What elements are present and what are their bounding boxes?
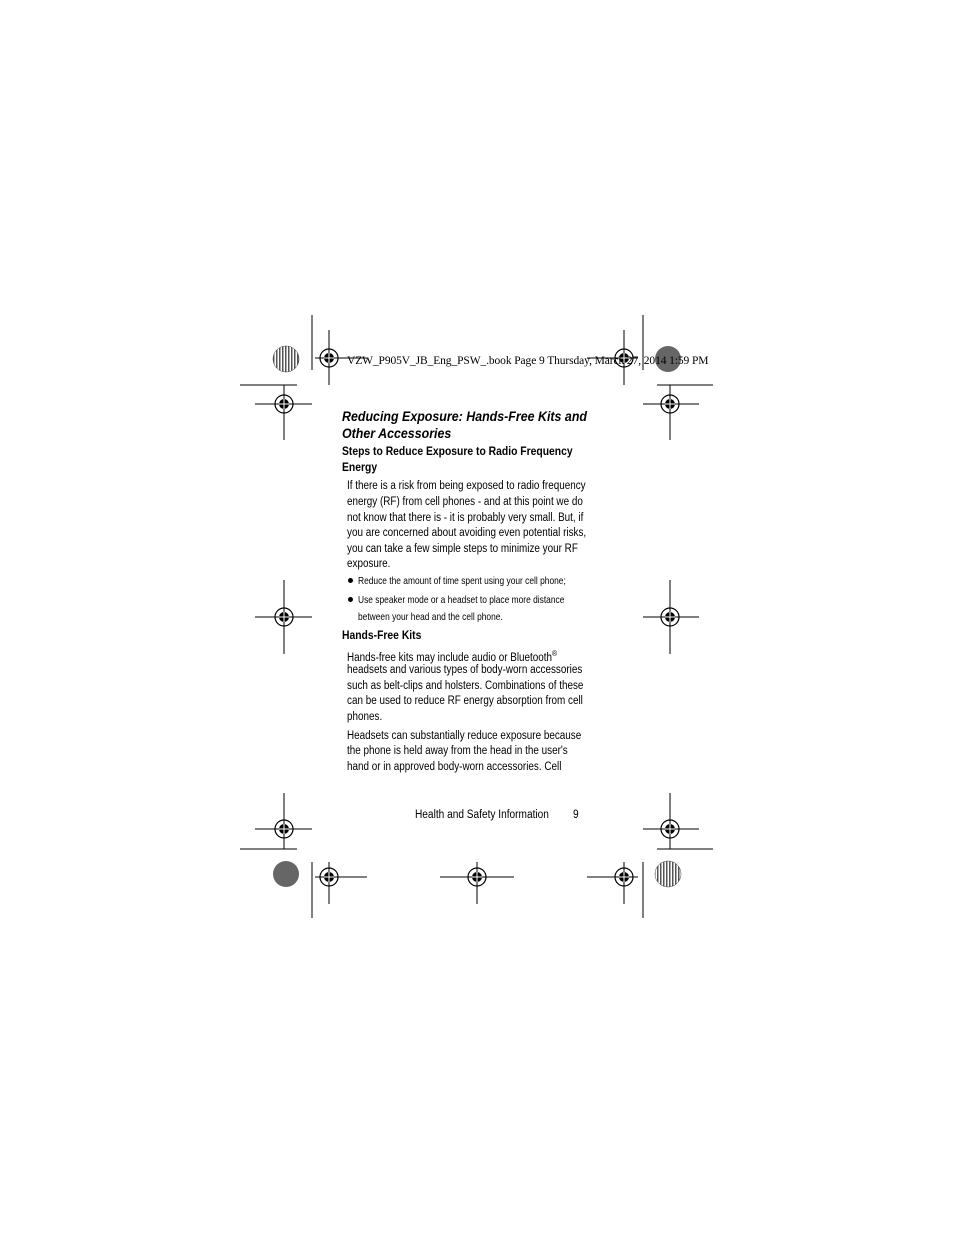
handsfree-body-line: can be used to reduce RF energy absorption from cell: [347, 695, 583, 707]
bullet-icon: [348, 597, 353, 602]
steps-body-line: energy (RF) from cell phones - and at this point we do: [347, 496, 583, 508]
section-title-line-2: Other Accessories: [342, 426, 452, 441]
steps-body-line: you can take a few simple steps to minimize your RF: [347, 543, 578, 555]
steps-body-line: exposure.: [347, 558, 391, 570]
steps-heading-line-2: Energy: [342, 462, 378, 474]
print-slug-header: VZW_P905V_JB_Eng_PSW_.book Page 9 Thursday, March 27, 2014 1:59 PM: [347, 355, 709, 367]
handsfree-heading: Hands-Free Kits: [342, 630, 422, 642]
handsfree-body-text: Hands-free kits may include audio or Bluetooth: [347, 651, 553, 664]
section-title-line-1: Reducing Exposure: Hands-Free Kits and: [342, 409, 587, 424]
bullet-item-1: Reduce the amount of time spent using your cell phone;: [358, 575, 566, 587]
steps-body-line: you are concerned about avoiding even potential risks,: [347, 527, 587, 539]
footer-section-title: Health and Safety Information: [415, 809, 549, 821]
bullet-item-2-line-2: between your head and the cell phone.: [358, 611, 503, 623]
steps-body-line: not know that there is - it is probably very small. But, if: [347, 512, 584, 524]
handsfree-body-line: headsets and various types of body-worn accessories: [347, 664, 583, 676]
handsfree-body-line: [347, 649, 557, 664]
steps-heading-line-1: Steps to Reduce Exposure to Radio Frequency: [342, 446, 573, 458]
handsfree-body-line: phones.: [347, 711, 383, 723]
footer-page-number: 9: [573, 809, 579, 821]
bullet-item-2-line-1: Use speaker mode or a headset to place more distance: [358, 594, 565, 606]
headsets-body-line: the phone is held away from the head in the user's: [347, 745, 568, 757]
handsfree-body-line: such as belt-clips and holsters. Combinations of these: [347, 680, 584, 692]
steps-body-line: If there is a risk from being exposed to radio frequency: [347, 480, 586, 492]
registered-mark: ®: [552, 649, 558, 658]
headsets-body-line: hand or in approved body-worn accessories. Cell: [347, 761, 562, 773]
headsets-body-line: Headsets can substantially reduce exposure because: [347, 730, 582, 742]
bullet-icon: [348, 578, 353, 583]
